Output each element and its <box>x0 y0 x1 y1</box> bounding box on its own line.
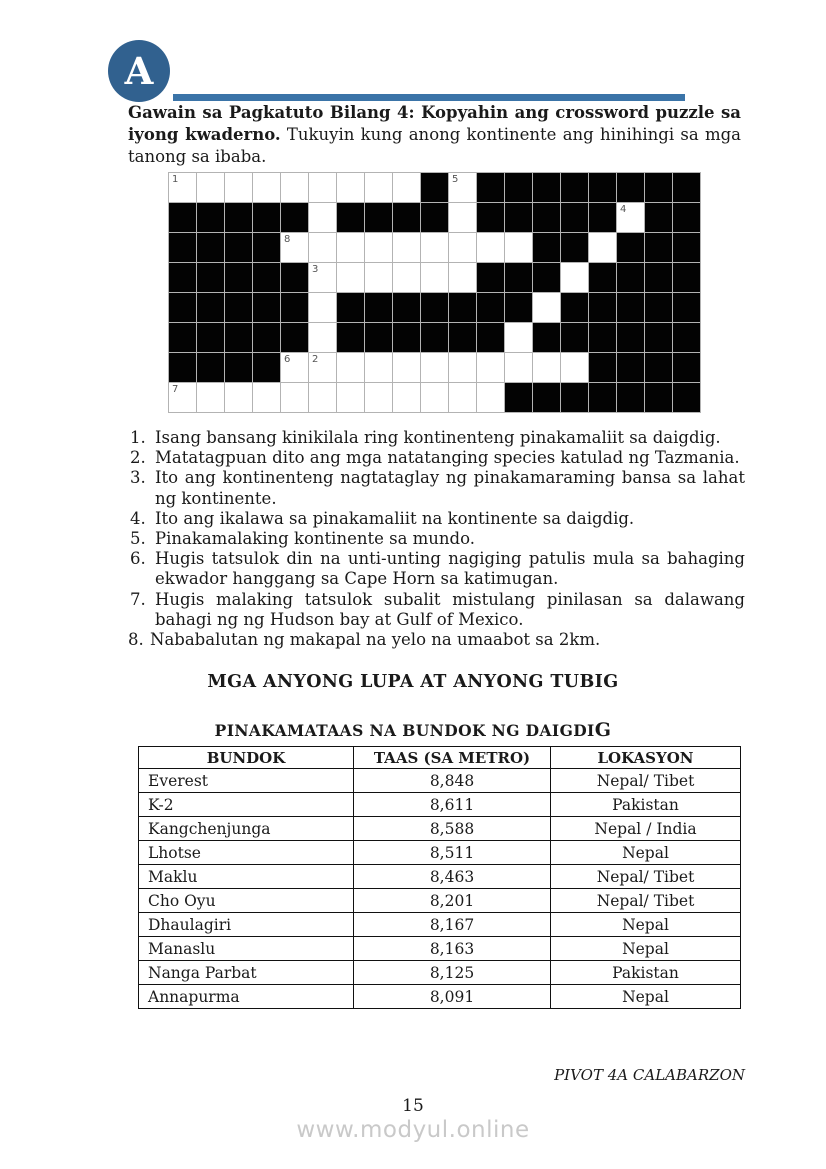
table-row <box>139 985 741 1009</box>
clue-number: 4. <box>130 508 146 528</box>
crossword-cell <box>449 323 476 352</box>
table-cell: Annapurma <box>139 985 354 1009</box>
crossword-cell <box>533 383 560 412</box>
table-cell: Kangchenjunga <box>139 817 354 841</box>
crossword-cell <box>505 233 532 262</box>
clue-item <box>128 468 745 508</box>
crossword-cell <box>393 293 420 322</box>
crossword-cell <box>393 263 420 292</box>
table-cell: Maklu <box>139 865 354 889</box>
header-accent-bar <box>173 94 685 101</box>
table-row <box>139 913 741 937</box>
table-cell: Nepal <box>551 841 741 865</box>
crossword-cell <box>281 293 308 322</box>
crossword-cell <box>197 263 224 292</box>
crossword-cell <box>197 383 224 412</box>
table-header-cell: TAAS (SA METRO) <box>354 747 551 769</box>
clue-text: Pinakamalaking kontinente sa mundo. <box>155 529 476 549</box>
crossword-cell <box>169 293 196 322</box>
crossword-cell <box>253 293 280 322</box>
table-cell: Dhaulagiri <box>139 913 354 937</box>
crossword-cell <box>533 353 560 382</box>
crossword-cell <box>253 203 280 232</box>
crossword-cell <box>673 353 700 382</box>
crossword-cell <box>281 263 308 292</box>
crossword-cell <box>449 173 476 202</box>
table-cell: 8,463 <box>354 865 551 889</box>
crossword-cell-number: 6 <box>284 354 291 365</box>
crossword-cell <box>337 173 364 202</box>
crossword-cell <box>645 383 672 412</box>
crossword-cell <box>253 173 280 202</box>
clue-item <box>128 549 745 589</box>
crossword-cell <box>617 383 644 412</box>
clue-number: 6. <box>130 549 146 569</box>
clue-list <box>128 428 745 650</box>
crossword-cell <box>281 353 308 382</box>
crossword-cell <box>673 323 700 352</box>
crossword-grid <box>168 172 701 413</box>
crossword-cell <box>421 263 448 292</box>
table-cell: 8,201 <box>354 889 551 913</box>
crossword-cell <box>337 323 364 352</box>
crossword-cell <box>253 263 280 292</box>
crossword-cell <box>309 383 336 412</box>
table-header <box>139 747 741 769</box>
crossword-cell <box>673 293 700 322</box>
crossword-cell <box>253 383 280 412</box>
crossword-cell <box>449 383 476 412</box>
table-header-cell: LOKASYON <box>551 747 741 769</box>
clue-text: Hugis malaking tatsulok subalit mistulang pinilasan sa dalawang bahagi ng ng Hudson bay at Gulf of Mexico. <box>155 589 745 629</box>
clue-number: 8. <box>128 630 144 650</box>
page-number: 15 <box>402 1096 424 1116</box>
crossword-cell <box>645 173 672 202</box>
clue-text: Ito ang ikalawa sa pinakamaliit na kontinente sa daigdig. <box>155 508 635 528</box>
table-cell: Nepal/ Tibet <box>551 769 741 793</box>
crossword-cell <box>225 293 252 322</box>
table-cell: 8,848 <box>354 769 551 793</box>
table-cell: 8,091 <box>354 985 551 1009</box>
crossword-cell <box>645 353 672 382</box>
crossword-cell <box>505 353 532 382</box>
crossword-cell <box>309 353 336 382</box>
crossword-cell-number: 8 <box>284 234 291 245</box>
clue-item <box>128 590 745 630</box>
clue-text: Nababalutan ng makapal na yelo na umaabot sa 2km. <box>150 630 601 650</box>
crossword-cell <box>673 263 700 292</box>
crossword-cell <box>477 263 504 292</box>
table-cell: Nepal <box>551 985 741 1009</box>
table-row <box>139 793 741 817</box>
clue-item <box>128 448 745 468</box>
crossword-cell <box>225 353 252 382</box>
table-cell: Nepal <box>551 937 741 961</box>
table-cell: 8,611 <box>354 793 551 817</box>
crossword-cell <box>365 233 392 262</box>
crossword-cell <box>365 323 392 352</box>
crossword-cell <box>617 173 644 202</box>
clue-item <box>128 509 745 529</box>
crossword-cell <box>561 233 588 262</box>
crossword-cell <box>589 293 616 322</box>
table-cell: Nepal / India <box>551 817 741 841</box>
crossword-cell <box>365 383 392 412</box>
table-cell: Everest <box>139 769 354 793</box>
crossword-cell <box>617 203 644 232</box>
crossword-cell <box>589 263 616 292</box>
table-row <box>139 865 741 889</box>
clue-text: Hugis tatsulok din na unti-unting nagiging patulis mula sa bahaging ekwador hanggang sa Cape Horn sa katimugan. <box>155 549 745 589</box>
crossword-cell <box>337 353 364 382</box>
table-row <box>139 889 741 913</box>
clue-item <box>128 529 745 549</box>
crossword-cell <box>309 173 336 202</box>
crossword-cell <box>449 353 476 382</box>
crossword-cell <box>393 323 420 352</box>
crossword-cell <box>309 203 336 232</box>
crossword-cell <box>533 293 560 322</box>
crossword-cell <box>477 323 504 352</box>
crossword-cell <box>197 323 224 352</box>
crossword-cell <box>253 323 280 352</box>
crossword-cell-number: 3 <box>312 264 319 275</box>
clue-item <box>128 428 745 448</box>
clue-text: Ito ang kontinenteng nagtataglay ng pinakamaraming bansa sa lahat ng kontinente. <box>155 468 745 508</box>
activity-title: Gawain sa Pagkatuto Bilang 4: Kopyahin ang crossword puzzle sa iyong kwaderno. <box>128 103 741 144</box>
table-cell: Pakistan <box>551 961 741 985</box>
crossword-cell <box>421 233 448 262</box>
crossword-cell <box>309 263 336 292</box>
crossword-cell <box>477 293 504 322</box>
crossword-cell <box>589 203 616 232</box>
crossword-cell <box>477 383 504 412</box>
crossword-cell <box>477 203 504 232</box>
table-cell: 8,167 <box>354 913 551 937</box>
table-row <box>139 817 741 841</box>
crossword-cell <box>505 323 532 352</box>
table-row <box>139 961 741 985</box>
crossword-cell-number: 7 <box>172 384 179 395</box>
crossword-cell <box>253 353 280 382</box>
crossword-cell <box>337 383 364 412</box>
crossword-cell <box>645 323 672 352</box>
crossword-cell <box>309 293 336 322</box>
crossword-cell <box>645 203 672 232</box>
table-header-cell: BUNDOK <box>139 747 354 769</box>
crossword-cell <box>533 323 560 352</box>
crossword-cell <box>617 323 644 352</box>
mountains-table <box>138 746 741 1009</box>
crossword-cell <box>673 203 700 232</box>
crossword-cell <box>337 263 364 292</box>
crossword-cell <box>197 173 224 202</box>
table-cell: Cho Oyu <box>139 889 354 913</box>
crossword-cell <box>225 263 252 292</box>
crossword-cell <box>281 383 308 412</box>
table-row <box>139 937 741 961</box>
table-cell: 8,125 <box>354 961 551 985</box>
crossword-cell <box>533 233 560 262</box>
crossword-cell <box>533 203 560 232</box>
crossword-cell <box>589 173 616 202</box>
activity-instructions <box>128 102 741 168</box>
clue-text: Isang bansang kinikilala ring kontinenteng pinakamaliit sa daigdig. <box>155 428 721 447</box>
crossword-cell <box>281 203 308 232</box>
crossword-cell-number: 5 <box>452 174 459 185</box>
crossword-cell <box>225 203 252 232</box>
crossword-cell <box>197 203 224 232</box>
crossword-cell <box>253 233 280 262</box>
crossword-cell <box>393 203 420 232</box>
crossword-cell <box>169 173 196 202</box>
crossword-cell <box>421 353 448 382</box>
watermark-text: www.modyul.online <box>296 1117 530 1143</box>
crossword-cell <box>449 233 476 262</box>
crossword-cell-number: 4 <box>620 204 627 215</box>
crossword-cell <box>421 383 448 412</box>
crossword-cell <box>617 263 644 292</box>
crossword-cell <box>589 383 616 412</box>
crossword-cell <box>365 293 392 322</box>
table-cell: 8,511 <box>354 841 551 865</box>
crossword-cell <box>561 263 588 292</box>
clue-number: 5. <box>130 529 146 549</box>
subtitle-text: PINAKAMATAAS NA BUNDOK NG DAIGDI <box>214 721 595 740</box>
crossword-cell <box>673 383 700 412</box>
crossword-cell <box>365 203 392 232</box>
crossword-cell <box>645 293 672 322</box>
clue-number: 3. <box>130 468 146 488</box>
crossword-cell <box>281 233 308 262</box>
table-cell: K-2 <box>139 793 354 817</box>
crossword-cell <box>197 353 224 382</box>
crossword-cell <box>589 323 616 352</box>
table-header-row <box>139 747 741 769</box>
crossword-cell <box>645 263 672 292</box>
crossword-cell <box>225 323 252 352</box>
crossword-cell <box>169 353 196 382</box>
crossword-cell <box>449 293 476 322</box>
crossword-cell-number: 1 <box>172 174 179 185</box>
table-cell: Nepal <box>551 913 741 937</box>
clue-number: 2. <box>130 448 146 468</box>
crossword-cell <box>645 233 672 262</box>
table-cell: Nepal/ Tibet <box>551 865 741 889</box>
clue-number: 1. <box>130 428 146 447</box>
table-cell: Pakistan <box>551 793 741 817</box>
crossword-cell <box>169 233 196 262</box>
crossword-cell <box>393 173 420 202</box>
crossword-cell <box>505 173 532 202</box>
crossword-cell <box>337 203 364 232</box>
crossword-cell <box>337 293 364 322</box>
table-row <box>139 841 741 865</box>
crossword-cell <box>393 353 420 382</box>
crossword-cell <box>365 263 392 292</box>
crossword-cell <box>477 173 504 202</box>
crossword-cell <box>673 173 700 202</box>
crossword-cell <box>169 203 196 232</box>
table-row <box>139 769 741 793</box>
crossword-cell <box>617 233 644 262</box>
crossword-cell <box>309 323 336 352</box>
crossword-cell <box>169 263 196 292</box>
section-subtitle <box>0 719 826 741</box>
clue-text: Matatagpuan dito ang mga natatanging species katulad ng Tazmania. <box>155 448 740 468</box>
badge-letter: A <box>124 48 154 93</box>
section-title: MGA ANYONG LUPA AT ANYONG TUBIG <box>207 672 619 692</box>
crossword-cell <box>561 353 588 382</box>
crossword-cell <box>533 173 560 202</box>
activity-subtext: Tukuyin kung anong kontinente ang hinihingi sa mga tanong sa ibaba. <box>128 125 742 166</box>
crossword-cell <box>561 383 588 412</box>
crossword-cell <box>393 383 420 412</box>
crossword-cell <box>169 323 196 352</box>
table-cell: 8,163 <box>354 937 551 961</box>
crossword-cell <box>421 293 448 322</box>
crossword-cell <box>421 203 448 232</box>
footer-brand: PIVOT 4A CALABARZON <box>554 1066 745 1084</box>
crossword-cell <box>673 233 700 262</box>
table-cell: Nanga Parbat <box>139 961 354 985</box>
crossword-cell <box>477 353 504 382</box>
crossword-cell <box>477 233 504 262</box>
crossword-cell <box>337 233 364 262</box>
crossword-cell <box>505 293 532 322</box>
crossword-cell <box>561 203 588 232</box>
crossword-cell <box>197 293 224 322</box>
crossword-cell <box>561 323 588 352</box>
crossword-cell <box>449 203 476 232</box>
crossword-cell <box>617 353 644 382</box>
crossword-cell <box>561 293 588 322</box>
crossword-cell <box>309 233 336 262</box>
crossword-cell <box>505 383 532 412</box>
clue-item <box>128 630 745 650</box>
table-cell: Manaslu <box>139 937 354 961</box>
crossword-cell <box>225 233 252 262</box>
crossword-cell <box>617 293 644 322</box>
crossword-cell <box>505 263 532 292</box>
section-a-badge <box>108 40 170 102</box>
crossword-cell <box>421 323 448 352</box>
crossword-cell <box>505 203 532 232</box>
crossword-cell <box>421 173 448 202</box>
crossword-cell <box>449 263 476 292</box>
crossword-cell <box>561 173 588 202</box>
crossword-cell <box>365 353 392 382</box>
crossword-cell <box>225 173 252 202</box>
subtitle-last-letter: G <box>594 719 612 741</box>
table-cell: Lhotse <box>139 841 354 865</box>
crossword-cell <box>281 323 308 352</box>
crossword-cell <box>169 383 196 412</box>
crossword-cell <box>589 353 616 382</box>
table-cell: 8,588 <box>354 817 551 841</box>
crossword-cell <box>281 173 308 202</box>
clue-number: 7. <box>130 589 146 609</box>
crossword-cell <box>589 233 616 262</box>
crossword-cell <box>225 383 252 412</box>
crossword-cell <box>365 173 392 202</box>
table-body <box>139 769 741 1009</box>
crossword-cell <box>197 233 224 262</box>
crossword-cell <box>393 233 420 262</box>
crossword-cell <box>533 263 560 292</box>
crossword-cell-number: 2 <box>312 354 319 365</box>
table-cell: Nepal/ Tibet <box>551 889 741 913</box>
